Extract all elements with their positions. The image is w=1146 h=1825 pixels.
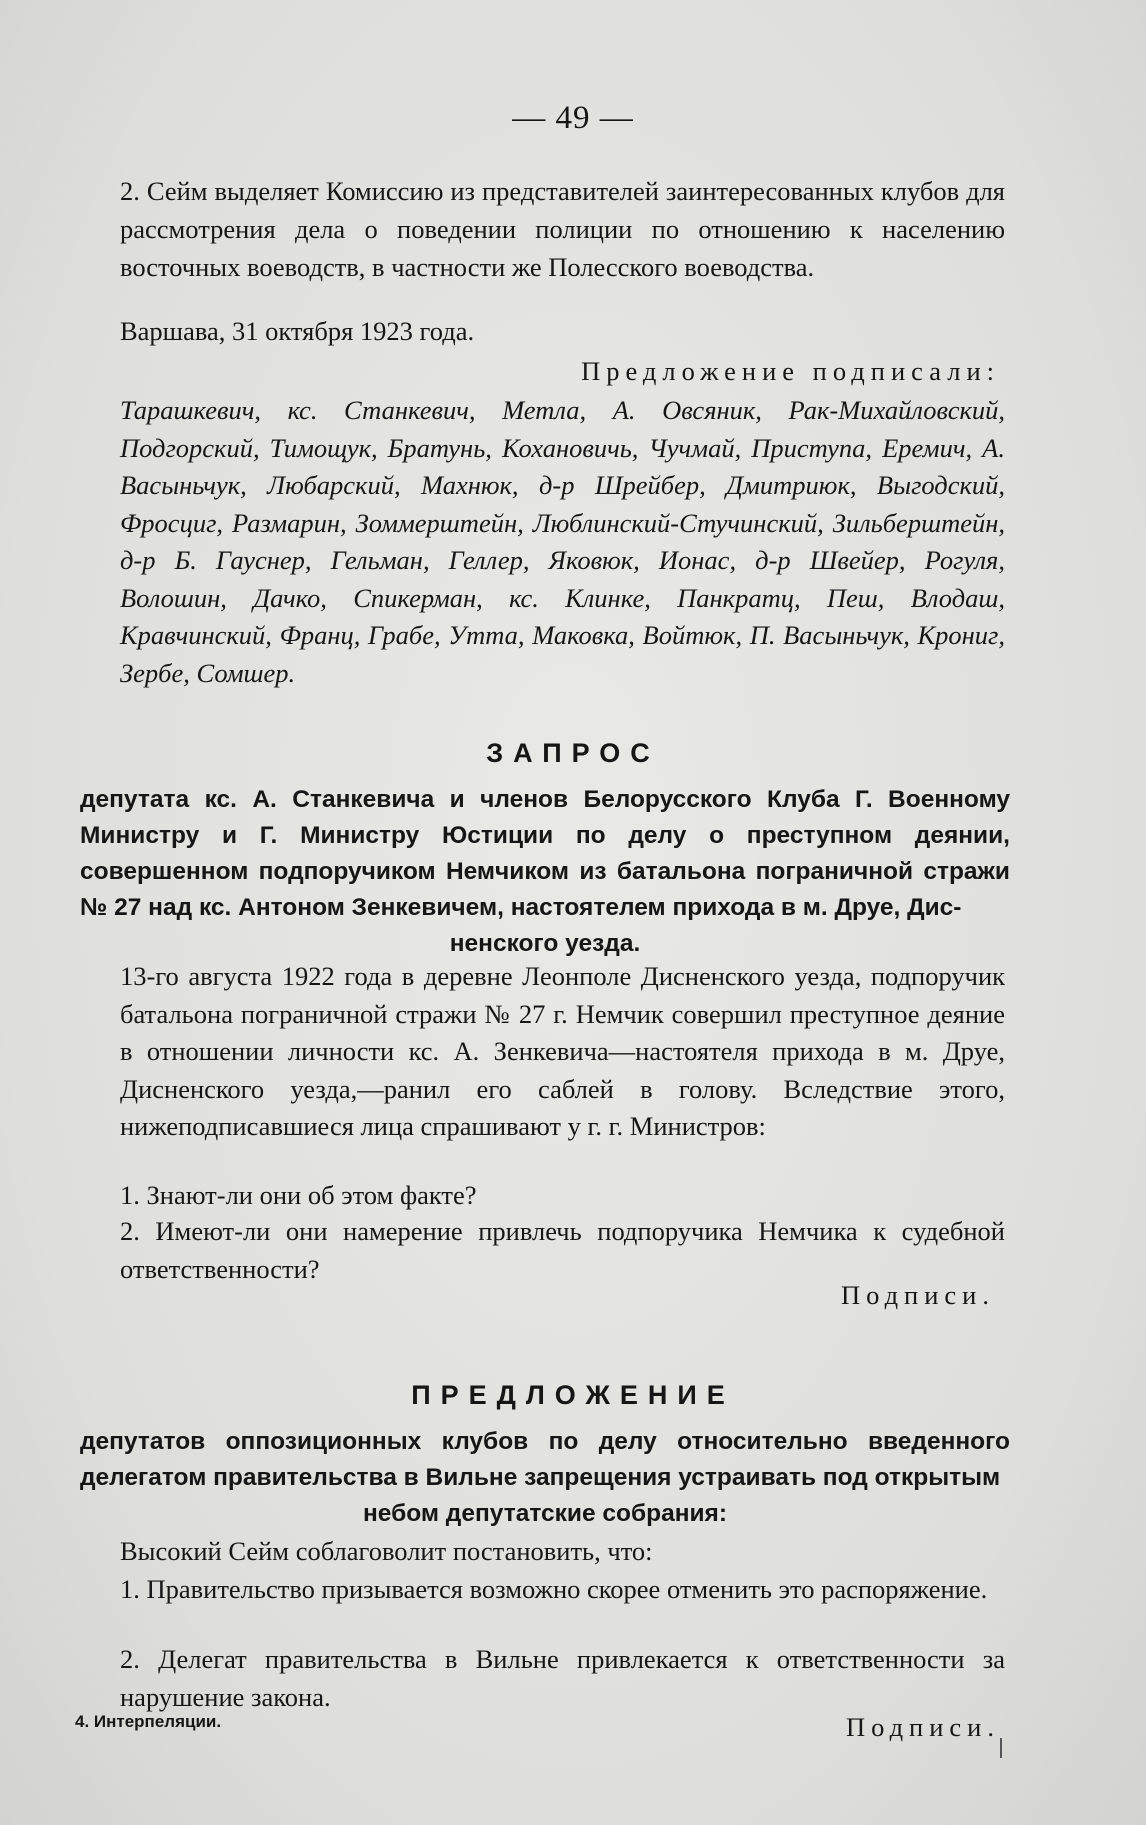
predlozhenie-heading: ПРЕДЛОЖЕНИЕ bbox=[411, 1380, 735, 1410]
page-number: — 49 — bbox=[512, 100, 634, 136]
signatories-list: Тарашкевич, кс. Станкевич, Метла, А. Овсяник, Рак-Михайловский, Подгорский, Тимощук, Братунь, Кохановичь, Чучмай, Приступа, Еремич, А. Васыньчук, Любарский, Махнюк, д-р Шрейбер, Дмитриюк, Выгодский, Фросциг, Размарин, Зоммерштейн, Люблинский-Стучинский, Зильберштейн, д-р Б. Гауснер, Гельман, Геллер, Яковюк, Ионас, д-р Швейер, Рогуля, Волошин, Дачко, Спикерман, кс. Клинке, Панкратц, Пеш, Влодаш, Кравчинский, Франц, Грабе, Утта, Маковка, Войтюк, П. Васыньчук, Крониг, Зербе, Сомшер. bbox=[120, 395, 1005, 688]
predlozhenie-subtitle-last: небом депутатские собрания: bbox=[362, 1500, 728, 1527]
zapros-subtitle-last: ненского уезда. bbox=[449, 930, 641, 957]
signed-label: Предложение подписали: bbox=[581, 356, 1000, 386]
date-line: Варшава, 31 октября 1923 года. bbox=[120, 316, 475, 346]
predlozhenie-item-1: 1. Правительство призывается возможно скорее отменить это распоряжение. bbox=[120, 1574, 988, 1604]
commission-text: 2. Сейм выделяет Комиссию из представителей заинтересованных клубов для рассмотрения дела о поведении полиции по отношению к населению восточных воеводств, в частности же Полесского воеводства. bbox=[120, 176, 1005, 282]
paragraph-commission bbox=[120, 172, 1005, 286]
zapros-question-1: 1. Знают-ли они об этом факте? bbox=[120, 1180, 477, 1210]
predlozhenie-item-2: 2. Делегат правительства в Вильне привлекается к ответственности за нарушение закона. bbox=[120, 1644, 1005, 1712]
zapros-subtitle-main: депутата кс. А. Станкевича и членов Белорусского Клуба Г. Военному Министру и Г. Министру Юстиции по делу о преступном деянии, совершенном подпоручиком Немчиком из батальона пограничной стражи № 27 над кс. Антоном Зенкевичем, настоятелем прихода в м. Друе, Дис- bbox=[80, 786, 1010, 921]
zapros-body: 13-го августа 1922 года в деревне Леонполе Дисненского уезда, подпоручик батальона пограничной стражи № 27 г. Немчик совершил преступное деяние в отношении личности кс. А. Зенкевича—настоятеля прихода в м. Друе, Дисненского уезда,—ранил его саблей в голову. Вследствие этого, нижеподписавшиеся лица спрашивают у г. г. Министров: bbox=[120, 961, 1005, 1141]
print-mark bbox=[1000, 1738, 1002, 1758]
zapros-subtitle bbox=[80, 782, 1010, 962]
zapros-heading: ЗАПРОС bbox=[486, 738, 660, 768]
zapros-signatures: Подписи. bbox=[840, 1280, 995, 1310]
zapros-question-2: 2. Имеют-ли они намерение привлечь подпоручика Немчика к судебной ответственности? bbox=[120, 1216, 1005, 1284]
predlozhenie-subtitle-main: депутатов оппозиционных клубов по делу относительно введенного делегатом правительства в Вильне запрещения устраивать под открытым bbox=[80, 1428, 1010, 1491]
predlozhenie-subtitle bbox=[80, 1424, 1010, 1532]
predlozhenie-signatures: Подписи. bbox=[845, 1712, 1000, 1742]
predlozhenie-intro: Высокий Сейм соблаговолит постановить, что: bbox=[120, 1536, 653, 1566]
footer-note: 4. Интерпеляции. bbox=[75, 1712, 222, 1731]
